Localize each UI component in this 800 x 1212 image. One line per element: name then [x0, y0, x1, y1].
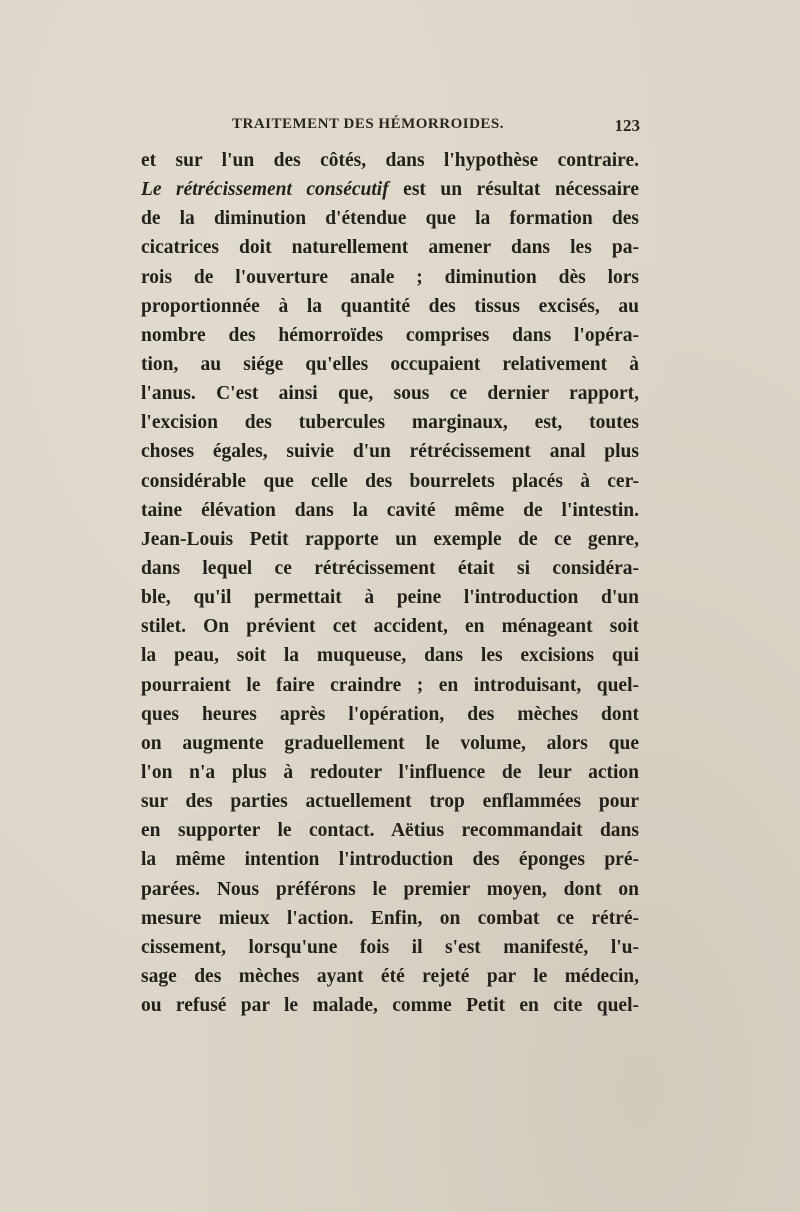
text-line-25: la même intention l'introduction des éponges pré-: [141, 849, 639, 871]
text-line-16: ble, qu'il permettait à peine l'introduction d'un: [141, 587, 639, 609]
body-text: [141, 146, 639, 1020]
text-line-18: la peau, soit la muqueuse, dans les excisions qui: [141, 645, 639, 667]
page-number: 123: [614, 116, 640, 135]
text-line-23: sur des parties actuellement trop enflammées pour: [141, 791, 639, 813]
text-line-15: dans lequel ce rétrécissement était si considéra-: [141, 557, 639, 579]
text-line-6: proportionnée à la quantité des tissus excisés, au: [141, 295, 639, 317]
text-line-29: sage des mèches ayant été rejeté par le médecin,: [141, 965, 639, 987]
text-line-12: considérable que celle des bourrelets placés à cer-: [141, 470, 639, 492]
text-line-19: pourraient le faire craindre ; en introduisant, quel-: [141, 674, 639, 696]
text-line-22: l'on n'a plus à redouter l'influence de leur action: [141, 761, 639, 783]
text-line-20: ques heures après l'opération, des mèches dont: [141, 703, 639, 725]
text-line-7: nombre des hémorroïdes comprises dans l'opéra-: [141, 324, 639, 346]
text-line-3: de la diminution d'étendue que la formation des: [141, 208, 639, 230]
text-line-4: cicatrices doit naturellement amener dans les pa-: [141, 237, 639, 259]
text-line-11: choses égales, suivie d'un rétrécissement anal plus: [141, 441, 639, 463]
text-line-10: l'excision des tubercules marginaux, est, toutes: [141, 412, 639, 434]
text-line-26: parées. Nous préférons le premier moyen, dont on: [141, 878, 639, 900]
text-line-5: rois de l'ouverture anale ; diminution dès lors: [141, 266, 639, 288]
text-line-28: cissement, lorsqu'une fois il s'est manifesté, l'u-: [141, 936, 639, 958]
text-line-13: taine élévation dans la cavité même de l'intestin.: [141, 499, 639, 521]
text-line-27: mesure mieux l'action. Enfin, on combat ce rétré-: [141, 907, 639, 929]
text-line-14: Jean-Louis Petit rapporte un exemple de ce genre,: [141, 528, 639, 550]
text-line-24: en supporter le contact. Aëtius recommandait dans: [141, 820, 639, 842]
text-line-8: tion, au siége qu'elles occupaient relativement à: [141, 353, 639, 375]
italic-term: Le rétrécissement consécutif: [141, 179, 389, 201]
text-line-21: on augmente graduellement le volume, alors que: [141, 732, 639, 754]
text-line-17: stilet. On prévient cet accident, en ménageant soit: [141, 616, 639, 638]
text-line-2: [141, 175, 639, 204]
page-header: [140, 116, 640, 138]
text-line-1: et sur l'un des côtés, dans l'hypothèse contraire.: [141, 150, 639, 171]
text-line-9: l'anus. C'est ainsi que, sous ce dernier rapport,: [141, 383, 639, 405]
text-line-2-rest: est un résultat nécessaire: [388, 179, 639, 201]
running-title: TRAITEMENT DES HÉMORROIDES.: [232, 116, 505, 132]
text-line-30: ou refusé par le malade, comme Petit en cite quel-: [141, 995, 639, 1017]
